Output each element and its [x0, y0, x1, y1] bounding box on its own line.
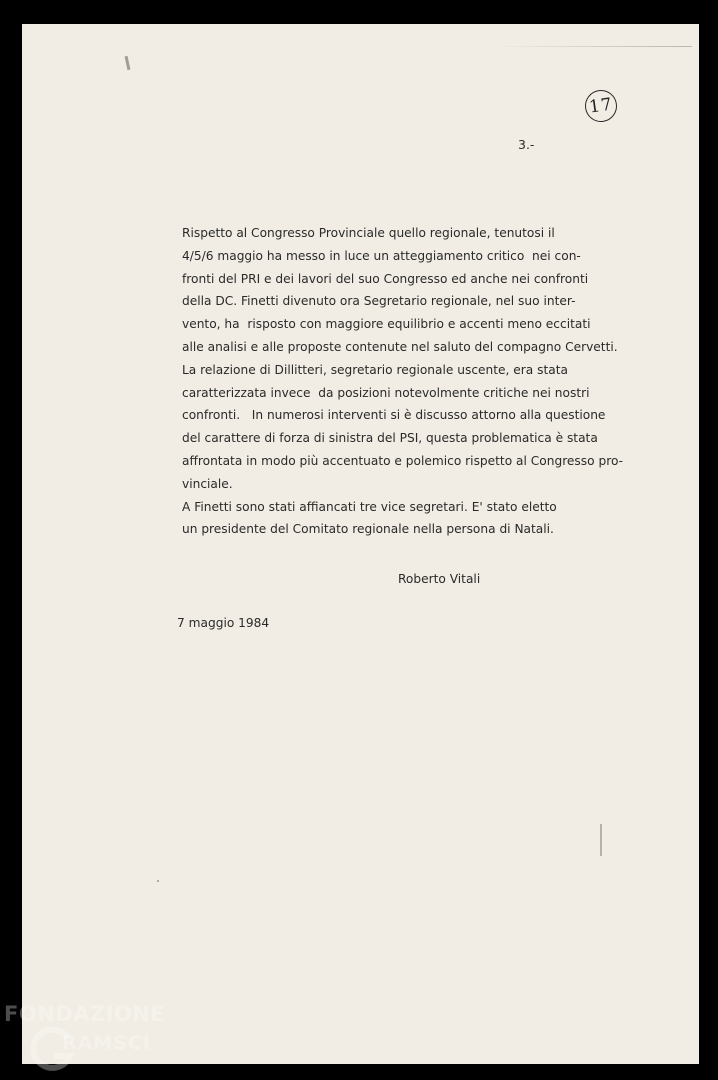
body-line: fronti del PRI e dei lavori del suo Congresso ed anche nei confronti: [182, 271, 589, 286]
watermark-logo: [4, 1000, 204, 1080]
signature: Roberto Vitali: [398, 572, 481, 586]
paper-mark: [157, 880, 159, 882]
body-text: [182, 222, 682, 541]
body-line: un presidente del Comitato regionale nella persona di Natali.: [182, 522, 554, 537]
paper-mark: [125, 56, 131, 70]
body-line: confronti. In numerosi interventi si è discusso attorno alla questione: [182, 408, 606, 423]
body-line: del carattere di forza di sinistra del PSI, questa problematica è stata: [182, 431, 598, 446]
page-edge-line: [492, 46, 692, 47]
body-line: della DC. Finetti divenuto ora Segretario regionale, nel suo inter-: [182, 294, 576, 309]
paper-mark: [600, 824, 602, 856]
watermark-line1: FONDAZIONE: [4, 1002, 166, 1026]
body-line: affrontata in modo più accentuato e polemico rispetto al Congresso pro-: [182, 453, 624, 468]
document-date: 7 maggio 1984: [177, 616, 270, 630]
document-page: [22, 24, 699, 1064]
handwritten-folio-number: 17: [583, 88, 619, 124]
body-line: caratterizzata invece da posizioni notevolmente critiche nei nostri: [182, 385, 590, 400]
body-line: 4/5/6 maggio ha messo in luce un atteggiamento critico nei con-: [182, 248, 581, 263]
body-line: vinciale.: [182, 476, 233, 491]
body-line: Rispetto al Congresso Provinciale quello regionale, tenutosi il: [182, 226, 555, 240]
body-line: A Finetti sono stati affiancati tre vice segretari. E' stato eletto: [182, 499, 557, 514]
watermark-line2: RAMSCI: [62, 1032, 151, 1054]
body-line: La relazione di Dillitteri, segretario regionale uscente, era stata: [182, 362, 568, 377]
page-number: 3.-: [518, 137, 535, 152]
body-line: alle analisi e alle proposte contenute nel saluto del compagno Cervetti.: [182, 339, 618, 354]
body-line: vento, ha risposto con maggiore equilibrio e accenti meno eccitati: [182, 317, 591, 332]
